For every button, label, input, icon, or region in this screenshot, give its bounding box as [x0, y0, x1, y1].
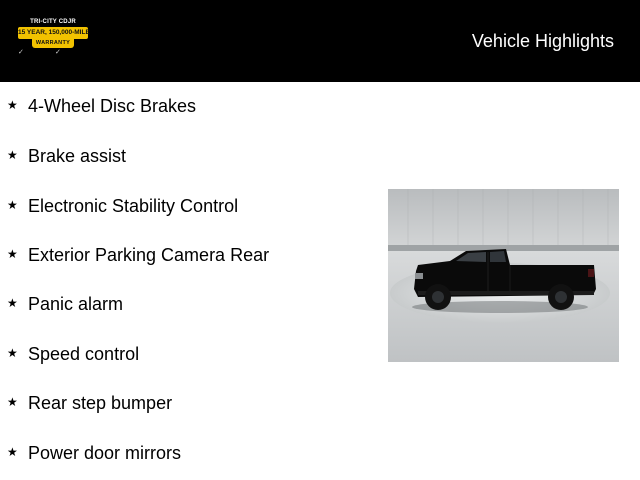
badge-dealer-name: TRI-CITY CDJR — [30, 19, 76, 25]
feature-label: Panic alarm — [28, 294, 124, 314]
star-icon: ★ — [7, 445, 18, 459]
vehicle-photo — [388, 189, 619, 362]
feature-label: Electronic Stability Control — [28, 196, 239, 216]
checkmark-icon: ✓ — [55, 48, 61, 56]
page-title: Vehicle Highlights — [471, 31, 614, 51]
warranty-badge-logo — [18, 18, 88, 50]
badge-checkmarks — [18, 48, 78, 56]
feature-item — [0, 244, 380, 268]
star-icon: ★ — [7, 346, 18, 360]
feature-item — [0, 392, 380, 416]
pickup-truck-image — [388, 189, 619, 362]
badge-warranty-terms: 15 YEAR, 150,000-MILE — [18, 27, 88, 39]
star-icon: ★ — [7, 296, 18, 310]
header-bar — [0, 0, 640, 82]
feature-label: Brake assist — [28, 146, 127, 166]
feature-label: Exterior Parking Camera Rear — [28, 245, 270, 265]
feature-item — [0, 145, 380, 169]
feature-item — [0, 95, 380, 119]
feature-item — [0, 195, 380, 219]
feature-item — [0, 442, 380, 466]
feature-label: Speed control — [28, 344, 140, 364]
feature-label: Rear step bumper — [28, 393, 173, 413]
star-icon: ★ — [7, 148, 18, 162]
star-icon: ★ — [7, 395, 18, 409]
feature-label: 4-Wheel Disc Brakes — [28, 96, 197, 116]
feature-item — [0, 343, 380, 367]
star-icon: ★ — [7, 98, 18, 112]
feature-label: Power door mirrors — [28, 443, 182, 463]
star-icon: ★ — [7, 198, 18, 212]
star-icon: ★ — [7, 247, 18, 261]
checkmark-icon: ✓ — [18, 48, 24, 56]
badge-warranty-label: WARRANTY — [32, 39, 74, 48]
feature-item — [0, 293, 380, 317]
